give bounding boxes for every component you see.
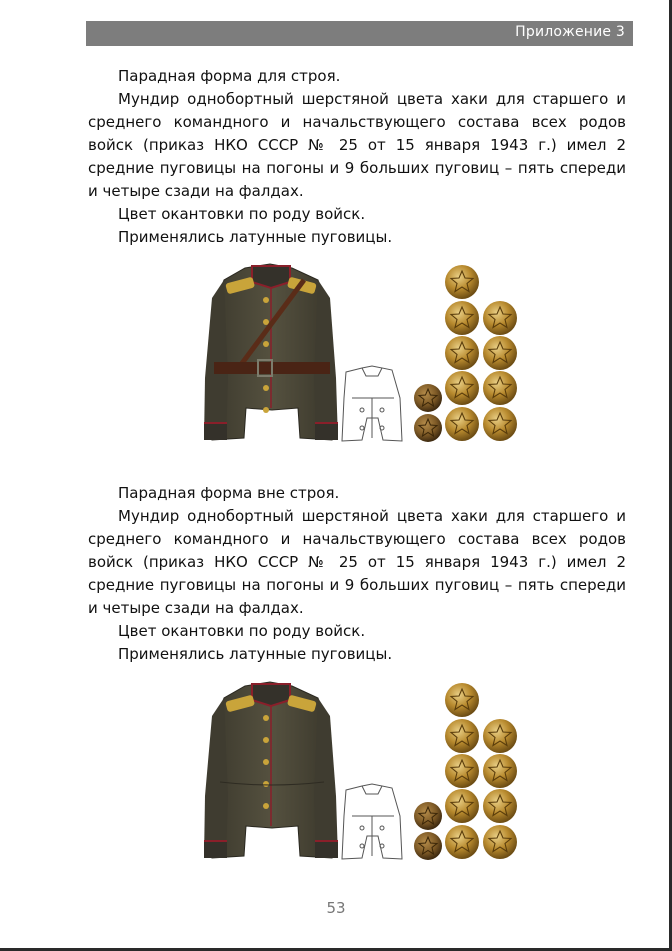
tunic-back-outline (342, 366, 402, 441)
large-buttons (445, 683, 517, 859)
paragraph: Применялись латунные пуговицы. (118, 645, 393, 663)
buttons-group (414, 683, 517, 860)
paragraph: Применялись латунные пуговицы. (118, 228, 393, 246)
tunic-front-drawing (204, 264, 338, 440)
page-number: 53 (326, 899, 346, 917)
header-bar (86, 21, 633, 46)
paragraph: Парадная форма для строя. (118, 67, 341, 85)
paragraph: Цвет окантовки по роду войск. (118, 622, 366, 640)
header-title: Приложение 3 (515, 24, 625, 40)
paragraph: Цвет окантовки по роду войск. (118, 205, 366, 223)
paragraph: Парадная форма вне строя. (118, 484, 340, 502)
uniform-illustration-parade-out-of-formation (0, 676, 672, 876)
buttons-group (414, 265, 517, 442)
section-1-text (88, 65, 626, 249)
section-2-text (88, 482, 626, 666)
large-buttons (445, 265, 517, 441)
middle-buttons (414, 802, 442, 860)
paragraph: Мундир однобортный шерстяной цвета хаки для старшего и среднего командного и начальствующего состава всех родов войск (приказ НКО СССР № 25 от 15 января 1943 г.) имел 2 средние пуговицы на погоны и 9 больших пуговиц – пять спереди и четыре сзади на фалдах. (88, 90, 626, 200)
tunic-back-outline (342, 784, 402, 859)
uniform-illustration-parade-in-formation (0, 258, 672, 458)
tunic-front-drawing (204, 682, 338, 858)
paragraph: Мундир однобортный шерстяной цвета хаки для старшего и среднего командного и начальствующего состава всех родов войск (приказ НКО СССР № 25 от 15 января 1943 г.) имел 2 средние пуговицы на погоны и 9 больших пуговиц – пять спереди и четыре сзади на фалдах. (88, 507, 626, 617)
middle-buttons (414, 384, 442, 442)
